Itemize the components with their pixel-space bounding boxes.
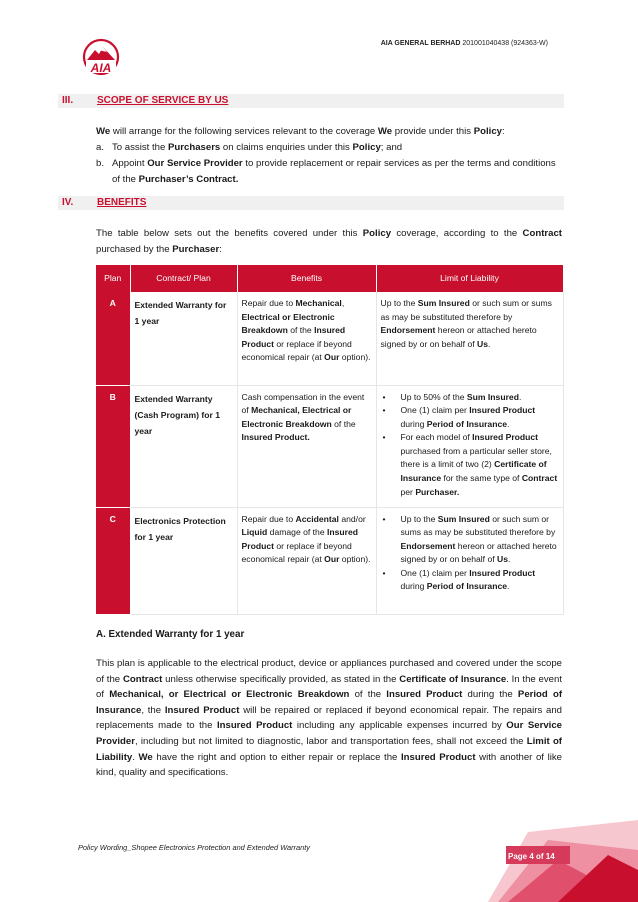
benefits-table [96, 265, 564, 615]
benefit-description: Repair due to Mechanical, Electrical or Electronic Breakdown of the Insured Product or replace if beyond economical repair (at Our option). [237, 292, 376, 385]
list-item: • Up to 50% of the Sum Insured. [382, 391, 522, 402]
table-row [96, 385, 563, 507]
list-item: • One (1) claim per Insured Product during Period of Insurance. [382, 405, 536, 429]
section-number: III. [62, 95, 74, 106]
scope-item-a: a. To assist the Purchasers on claims enquiries under this Policy; and [96, 142, 403, 153]
list-item: • One (1) claim per Insured Product during Period of Insurance. [382, 567, 536, 592]
scope-intro: We will arrange for the following services relevant to the coverage We provide under this Policy: [96, 126, 505, 137]
header-benefits: Benefits [237, 265, 376, 292]
table-row [96, 292, 563, 385]
header-limit: Limit of Liability [376, 265, 563, 292]
aia-logo [80, 38, 122, 78]
limit-description: Up to the Sum Insured or such sum or sums as may be substituted therefore by Endorsement hereon or attached hereto signed by or on behalf of Us. [376, 292, 563, 385]
plan-code: C [96, 507, 130, 614]
contract-name: Electronics Protection for 1 year [130, 507, 237, 614]
contract-name: Extended Warranty for 1 year [130, 292, 237, 385]
footer-decoration [488, 820, 638, 902]
section-heading-scope [58, 94, 564, 108]
footer-title: Policy Wording_Shopee Electronics Protection and Extended Warranty [78, 843, 310, 852]
page-number: Page 4 of 14 [508, 852, 555, 861]
company-reg: 201001040438 (924363-W) [462, 40, 548, 47]
table-header-row [96, 265, 563, 292]
scope-item-b: b. Appoint Our Service Provider to provide replacement or repair services as per the terms and conditions of the Purchaser’s Contract. [96, 158, 556, 185]
section-number: IV. [62, 197, 74, 208]
company-name: AIA GENERAL BERHAD [380, 40, 461, 47]
plan-code: B [96, 385, 130, 507]
limit-list [376, 385, 563, 507]
section-title: BENEFITS [97, 197, 147, 208]
section-title: SCOPE OF SERVICE BY US [97, 95, 229, 106]
benefit-description: Repair due to Accidental and/or Liquid damage of the Insured Product or replace if beyond economical repair (at Our option). [237, 507, 376, 614]
subsection-title: A. Extended Warranty for 1 year [96, 629, 245, 640]
list-item: • For each model of Insured Product purchased from a particular seller store, there is a limit of two (2) Certificate of Insurance for the same type of Contract per Purchaser. [382, 432, 558, 497]
benefit-description: Cash compensation in the event of Mechanical, Electrical or Electronic Breakdown of the Insured Product. [237, 385, 376, 507]
contract-name: Extended Warranty (Cash Program) for 1 year [130, 385, 237, 507]
benefits-intro: The table below sets out the benefits covered under this Policy coverage, according to the Contract purchased by the Purchaser: [96, 228, 562, 255]
header-plan: Plan [96, 265, 130, 292]
list-item: • Up to the Sum Insured or such sum or sums as may be substituted therefore by Endorsement hereon or attached hereto signed by or on behalf of Us. [382, 513, 557, 565]
company-header [381, 40, 548, 47]
section-heading-benefits [58, 196, 564, 210]
svg-text:AIA: AIA [90, 61, 112, 75]
table-row [96, 507, 563, 614]
subsection-body: This plan is applicable to the electrical product, device or appliances purchased and covered under the scope of the Contract unless otherwise specifically provided, as stated in the Certificate of Insurance. In the event of Mechanical, or Electrical or Electronic Breakdown of the Insured Product during the Period of Insurance, the Insured Product will be repaired or replaced if beyond economical repair. The repairs and replacements made to the Insured Product including any applicable expenses incurred by Our Service Provider, including but not limited to diagnostic, labor and transportation fees, shall not exceed the Limit of Liability. We have the right and option to either repair or replace the Insured Product with another of like kind, quality and specifications. [96, 658, 563, 779]
limit-list [376, 507, 563, 614]
header-contract: Contract/ Plan [130, 265, 237, 292]
plan-code: A [96, 292, 130, 385]
